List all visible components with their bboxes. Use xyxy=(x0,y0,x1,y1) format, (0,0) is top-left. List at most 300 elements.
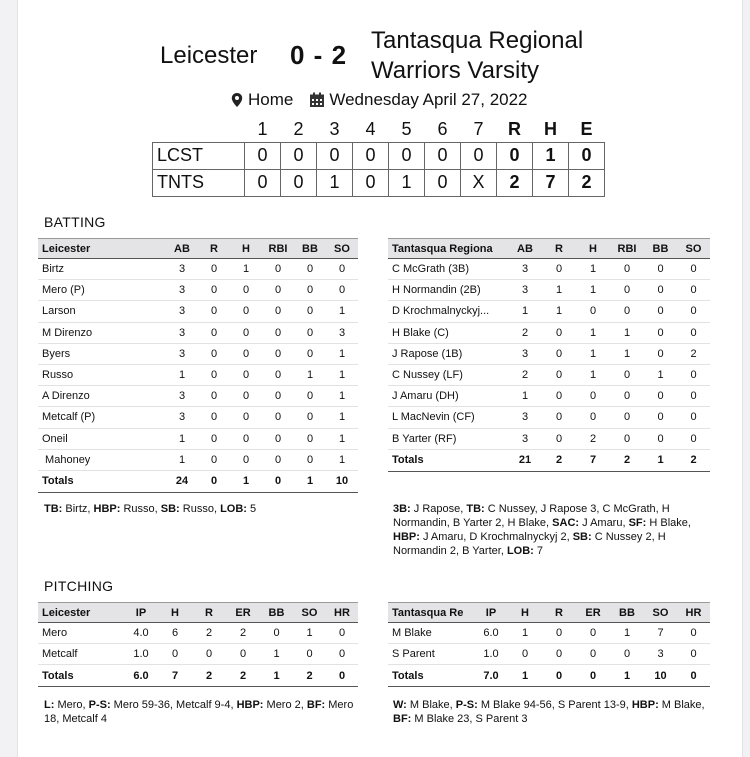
batting-header-row xyxy=(38,239,358,259)
stat-cell: 3 xyxy=(166,280,198,301)
batting-column-header: H xyxy=(230,239,262,259)
totals-cell: 21 xyxy=(508,449,542,471)
totals-cell: 7.0 xyxy=(474,665,508,687)
inning-score: 0 xyxy=(281,169,317,196)
stat-cell: 1 xyxy=(576,259,610,280)
totals-cell: 2 xyxy=(192,665,226,687)
batting-column-header: R xyxy=(542,239,576,259)
stat-cell: 0 xyxy=(294,259,326,280)
stat-cell: 0 xyxy=(542,386,576,407)
stat-cell: 2 xyxy=(508,364,542,385)
stat-cell: 0 xyxy=(576,407,610,428)
batting-row xyxy=(38,449,358,470)
totals-cell: 1 xyxy=(230,470,262,492)
stat-cell: 0 xyxy=(262,449,294,470)
note-key: SB: xyxy=(160,503,180,515)
totals-cell: 2 xyxy=(226,665,260,687)
inning-score: X xyxy=(461,169,497,196)
note-value: Mero 2, xyxy=(263,699,307,711)
player-name: H Blake (C) xyxy=(388,322,508,343)
pitching-row xyxy=(38,644,358,665)
batting-column-header: BB xyxy=(644,239,677,259)
batting-totals-row xyxy=(388,449,710,471)
batting-row xyxy=(38,280,358,301)
batting-row xyxy=(388,428,710,449)
stat-cell: 0 xyxy=(610,301,644,322)
stat-cell: 1 xyxy=(230,259,262,280)
totals-cell: 0 xyxy=(262,470,294,492)
linescore-team: LCST xyxy=(153,142,245,169)
batting-row xyxy=(38,322,358,343)
player-name: A Direnzo xyxy=(38,386,166,407)
inning-score: 0 xyxy=(389,142,425,169)
stat-cell: 0 xyxy=(542,428,576,449)
pitching-team-header: Leicester xyxy=(38,603,124,623)
pitching-column-header: BB xyxy=(260,603,293,623)
inning-header: 6 xyxy=(437,119,448,140)
stat-cell: 1 xyxy=(293,623,326,644)
stat-cell: 0 xyxy=(542,364,576,385)
total-errors: 2 xyxy=(569,169,605,196)
batting-row xyxy=(38,428,358,449)
stat-cell: 0 xyxy=(294,428,326,449)
pitching-column-header: HR xyxy=(326,603,358,623)
stat-cell: 3 xyxy=(326,322,358,343)
stat-cell: 0 xyxy=(542,322,576,343)
batting-column-header: R xyxy=(198,239,230,259)
home-team-name xyxy=(371,26,583,86)
inning-score: 1 xyxy=(317,169,353,196)
player-name: Mero (P) xyxy=(38,280,166,301)
batting-column-header: RBI xyxy=(262,239,294,259)
stat-cell: 2 xyxy=(677,343,710,364)
batting-row xyxy=(388,364,710,385)
inning-score: 1 xyxy=(389,169,425,196)
stat-cell: 3 xyxy=(166,301,198,322)
batting-column-header: SO xyxy=(326,239,358,259)
totals-cell: 2 xyxy=(610,449,644,471)
stat-cell: 1 xyxy=(610,322,644,343)
stat-cell: 0 xyxy=(542,623,576,644)
stat-cell: 0 xyxy=(262,407,294,428)
batting-row xyxy=(388,301,710,322)
stat-cell: 1 xyxy=(610,343,644,364)
batting-row xyxy=(388,280,710,301)
stat-cell: 0 xyxy=(508,644,542,665)
stat-cell: 0 xyxy=(198,280,230,301)
pitching-column-header: IP xyxy=(124,603,158,623)
note-key: BF: xyxy=(306,699,326,711)
runs-header: R xyxy=(508,119,521,140)
totals-cell: 1 xyxy=(260,665,293,687)
stat-cell: 0 xyxy=(576,623,610,644)
inning-score: 0 xyxy=(353,169,389,196)
stat-cell: 3 xyxy=(508,259,542,280)
totals-label: Totals xyxy=(388,449,508,471)
note-value: M Blake, xyxy=(406,699,456,711)
stat-cell: 1 xyxy=(326,428,358,449)
pitching-column-header: H xyxy=(508,603,542,623)
stat-cell: 1 xyxy=(576,280,610,301)
stat-cell: 0 xyxy=(198,322,230,343)
stat-cell: 0 xyxy=(542,644,576,665)
note-key: SF: xyxy=(628,517,647,529)
batting-row xyxy=(38,301,358,322)
stat-cell: 1 xyxy=(576,343,610,364)
calendar-icon xyxy=(309,92,325,108)
stat-cell: 0 xyxy=(230,386,262,407)
stat-cell: 0 xyxy=(677,644,710,665)
note-key: SAC: xyxy=(552,517,580,529)
batting-column-header: AB xyxy=(508,239,542,259)
batting-column-header: SO xyxy=(677,239,710,259)
batting-team-header: Tantasqua Regiona xyxy=(388,239,508,259)
pitching-row xyxy=(38,623,358,644)
note-key: P-S: xyxy=(88,699,111,711)
totals-cell: 24 xyxy=(166,470,198,492)
stat-cell: 2 xyxy=(508,322,542,343)
total-runs: 0 xyxy=(497,142,533,169)
note-key: L: xyxy=(44,699,55,711)
pitching-table-away xyxy=(38,602,358,687)
stat-cell: 0 xyxy=(326,623,358,644)
stat-cell: 3 xyxy=(508,428,542,449)
stat-cell: 1 xyxy=(508,623,542,644)
batting-totals-row xyxy=(38,470,358,492)
note-key: TB: xyxy=(466,503,485,515)
stat-cell: 0 xyxy=(677,364,710,385)
pitching-column-header: H xyxy=(158,603,192,623)
pitching-row xyxy=(388,623,710,644)
stat-cell: 1 xyxy=(166,364,198,385)
player-name: Byers xyxy=(38,343,166,364)
stat-cell: 3 xyxy=(166,407,198,428)
pitching-totals-row xyxy=(388,665,710,687)
stat-cell: 1 xyxy=(326,386,358,407)
stat-cell: 0 xyxy=(644,322,677,343)
stat-cell: 0 xyxy=(542,259,576,280)
inning-score: 0 xyxy=(353,142,389,169)
totals-cell: 0 xyxy=(198,470,230,492)
stat-cell: 0 xyxy=(230,428,262,449)
stat-cell: 0 xyxy=(610,644,644,665)
totals-cell: 10 xyxy=(644,665,677,687)
stat-cell: 0 xyxy=(230,322,262,343)
stat-cell: 0 xyxy=(294,280,326,301)
totals-cell: 7 xyxy=(576,449,610,471)
player-name: Oneil xyxy=(38,428,166,449)
batting-table-home xyxy=(388,238,710,472)
totals-cell: 2 xyxy=(542,449,576,471)
stat-cell: 0 xyxy=(576,644,610,665)
stat-cell: 0 xyxy=(294,322,326,343)
stat-cell: 1.0 xyxy=(474,644,508,665)
player-name: Metcalf xyxy=(38,644,124,665)
pitching-column-header: R xyxy=(542,603,576,623)
total-errors: 0 xyxy=(569,142,605,169)
stat-cell: 0 xyxy=(610,259,644,280)
totals-cell: 1 xyxy=(294,470,326,492)
stat-cell: 0 xyxy=(198,364,230,385)
inning-score: 0 xyxy=(425,169,461,196)
stat-cell: 6.0 xyxy=(474,623,508,644)
stat-cell: 0 xyxy=(677,301,710,322)
stat-cell: 3 xyxy=(644,644,677,665)
stat-cell: 0 xyxy=(644,259,677,280)
player-name: L MacNevin (CF) xyxy=(388,407,508,428)
pitching-column-header: ER xyxy=(576,603,610,623)
note-key: HBP: xyxy=(631,699,659,711)
stat-cell: 1 xyxy=(508,301,542,322)
game-location: Home xyxy=(248,90,294,109)
stat-cell: 1 xyxy=(508,386,542,407)
player-name: S Parent xyxy=(388,644,474,665)
pitching-header-row xyxy=(388,603,710,623)
total-hits: 1 xyxy=(533,142,569,169)
stat-cell: 3 xyxy=(508,343,542,364)
stat-cell: 0 xyxy=(262,343,294,364)
player-name: Birtz xyxy=(38,259,166,280)
stat-cell: 3 xyxy=(166,259,198,280)
note-value: Mero 18, Metcalf 4 xyxy=(44,699,354,725)
pitching-notes-home xyxy=(393,698,713,726)
batting-team-header: Leicester xyxy=(38,239,166,259)
stat-cell: 1 xyxy=(326,449,358,470)
stat-cell: 0 xyxy=(230,449,262,470)
note-value: M Blake, xyxy=(658,699,705,711)
inning-score: 0 xyxy=(317,142,353,169)
pitching-notes-away xyxy=(44,698,354,726)
inning-score: 0 xyxy=(245,169,281,196)
stat-cell: 0 xyxy=(644,428,677,449)
stat-cell: 0 xyxy=(326,259,358,280)
note-value: J Rapose, xyxy=(410,503,467,515)
batting-notes-away xyxy=(44,502,354,516)
stat-cell: 0 xyxy=(610,280,644,301)
note-value: J Amaru, xyxy=(579,517,629,529)
stat-cell: 0 xyxy=(198,428,230,449)
stat-cell: 0 xyxy=(230,407,262,428)
stat-cell: 0 xyxy=(644,407,677,428)
pitching-row xyxy=(388,644,710,665)
player-name: D Krochmalnyckyj... xyxy=(388,301,508,322)
stat-cell: 0 xyxy=(644,386,677,407)
stat-cell: 7 xyxy=(644,623,677,644)
stat-cell: 4.0 xyxy=(124,623,158,644)
stat-cell: 0 xyxy=(198,407,230,428)
note-key: HBP: xyxy=(93,503,121,515)
batting-column-header: RBI xyxy=(610,239,644,259)
note-key: TB: xyxy=(44,503,63,515)
batting-row xyxy=(388,343,710,364)
map-pin-icon xyxy=(230,92,244,108)
player-name: C McGrath (3B) xyxy=(388,259,508,280)
stat-cell: 0 xyxy=(326,280,358,301)
totals-cell: 1 xyxy=(508,665,542,687)
inning-header: 5 xyxy=(401,119,412,140)
stat-cell: 1 xyxy=(610,623,644,644)
note-key: 3B: xyxy=(393,503,411,515)
totals-label: Totals xyxy=(388,665,474,687)
player-name: M Blake xyxy=(388,623,474,644)
batting-row xyxy=(38,386,358,407)
stat-cell: 1 xyxy=(576,322,610,343)
stat-cell: 0 xyxy=(576,386,610,407)
page-frame-left xyxy=(0,0,18,757)
player-name: H Normandin (2B) xyxy=(388,280,508,301)
note-value: C Nussey 2, H Normandin 2, B Yarter, xyxy=(393,531,666,557)
stat-cell: 0 xyxy=(294,386,326,407)
totals-cell: 2 xyxy=(293,665,326,687)
stat-cell: 6 xyxy=(158,623,192,644)
stat-cell: 3 xyxy=(508,407,542,428)
pitching-totals-row xyxy=(38,665,358,687)
stat-cell: 1 xyxy=(326,343,358,364)
pitching-column-header: ER xyxy=(226,603,260,623)
stat-cell: 0 xyxy=(198,259,230,280)
player-name: B Yarter (RF) xyxy=(388,428,508,449)
inning-header: 4 xyxy=(365,119,376,140)
totals-label: Totals xyxy=(38,665,124,687)
inning-header: 3 xyxy=(329,119,340,140)
pitching-column-header: R xyxy=(192,603,226,623)
player-name: Mero xyxy=(38,623,124,644)
game-date: Wednesday April 27, 2022 xyxy=(329,90,528,109)
stat-cell: 0 xyxy=(230,343,262,364)
note-value: M Blake 23, S Parent 3 xyxy=(411,713,528,725)
stat-cell: 0 xyxy=(293,644,326,665)
note-value: 7 xyxy=(533,545,544,557)
stat-cell: 0 xyxy=(677,386,710,407)
stat-cell: 3 xyxy=(166,343,198,364)
batting-section-title: BATTING xyxy=(44,214,106,230)
pitching-column-header: HR xyxy=(677,603,710,623)
errors-header: E xyxy=(580,119,593,140)
player-name: M Direnzo xyxy=(38,322,166,343)
page-frame-right xyxy=(742,0,750,757)
stat-cell: 1 xyxy=(576,364,610,385)
note-key: HBP: xyxy=(393,531,420,543)
stat-cell: 2 xyxy=(226,623,260,644)
batting-table-away xyxy=(38,238,358,493)
pitching-header-row xyxy=(38,603,358,623)
batting-row xyxy=(388,386,710,407)
away-team-name: Leicester xyxy=(160,42,258,69)
batting-row xyxy=(388,407,710,428)
totals-cell: 0 xyxy=(576,665,610,687)
stat-cell: 0 xyxy=(644,343,677,364)
stat-cell: 0 xyxy=(226,644,260,665)
stat-cell: 0 xyxy=(677,428,710,449)
note-key: W: xyxy=(393,699,407,711)
note-key: LOB: xyxy=(506,545,534,557)
batting-column-header: H xyxy=(576,239,610,259)
totals-cell: 0 xyxy=(326,665,358,687)
stat-cell: 1 xyxy=(542,280,576,301)
stat-cell: 0 xyxy=(677,623,710,644)
stat-cell: 1 xyxy=(166,449,198,470)
batting-row xyxy=(38,343,358,364)
inning-header: 1 xyxy=(257,119,268,140)
note-value: Russo, xyxy=(179,503,221,515)
stat-cell: 1 xyxy=(294,364,326,385)
stat-cell: 0 xyxy=(644,280,677,301)
stat-cell: 2 xyxy=(192,623,226,644)
batting-header-row xyxy=(388,239,710,259)
stat-cell: 1 xyxy=(326,407,358,428)
stat-cell: 3 xyxy=(166,322,198,343)
game-meta xyxy=(230,90,528,110)
stat-cell: 0 xyxy=(262,386,294,407)
totals-label: Totals xyxy=(38,470,166,492)
stat-cell: 0 xyxy=(294,407,326,428)
hits-header: H xyxy=(544,119,557,140)
batting-row xyxy=(38,407,358,428)
totals-cell: 0 xyxy=(542,665,576,687)
linescore-row xyxy=(153,142,605,169)
totals-cell: 0 xyxy=(677,665,710,687)
batting-column-header: BB xyxy=(294,239,326,259)
stat-cell: 0 xyxy=(294,301,326,322)
stat-cell: 0 xyxy=(230,280,262,301)
stat-cell: 0 xyxy=(542,407,576,428)
inning-score: 0 xyxy=(425,142,461,169)
inning-header: 2 xyxy=(293,119,304,140)
stat-cell: 1 xyxy=(326,301,358,322)
total-hits: 7 xyxy=(533,169,569,196)
inning-score: 0 xyxy=(245,142,281,169)
stat-cell: 0 xyxy=(260,623,293,644)
player-name: J Amaru (DH) xyxy=(388,386,508,407)
stat-cell: 0 xyxy=(610,407,644,428)
note-key: LOB: xyxy=(220,503,247,515)
note-value: Mero 59-36, Metcalf 9-4, xyxy=(110,699,237,711)
stat-cell: 0 xyxy=(192,644,226,665)
player-name: C Nussey (LF) xyxy=(388,364,508,385)
linescore-team: TNTS xyxy=(153,169,245,196)
home-team-name-line2: Warriors Varsity xyxy=(371,57,539,84)
stat-cell: 0 xyxy=(542,343,576,364)
pitching-section-title: PITCHING xyxy=(44,578,114,594)
stat-cell: 0 xyxy=(262,364,294,385)
batting-row xyxy=(38,364,358,385)
home-team-name-line1: Tantasqua Regional xyxy=(371,27,584,54)
note-key: SB: xyxy=(572,531,592,543)
total-runs: 2 xyxy=(497,169,533,196)
batting-column-header: AB xyxy=(166,239,198,259)
stat-cell: 0 xyxy=(230,364,262,385)
note-value: Mero, xyxy=(54,699,89,711)
stat-cell: 0 xyxy=(198,449,230,470)
linescore-row xyxy=(153,169,605,196)
stat-cell: 0 xyxy=(262,280,294,301)
inning-score: 0 xyxy=(281,142,317,169)
stat-cell: 0 xyxy=(198,301,230,322)
stat-cell: 0 xyxy=(198,343,230,364)
stat-cell: 0 xyxy=(677,407,710,428)
inning-score: 0 xyxy=(461,142,497,169)
stat-cell: 0 xyxy=(677,259,710,280)
stat-cell: 0 xyxy=(198,386,230,407)
stat-cell: 0 xyxy=(262,322,294,343)
stat-cell: 2 xyxy=(576,428,610,449)
note-key: HBP: xyxy=(236,699,264,711)
stat-cell: 1.0 xyxy=(124,644,158,665)
player-name: Metcalf (P) xyxy=(38,407,166,428)
batting-row xyxy=(388,259,710,280)
stat-cell: 0 xyxy=(262,428,294,449)
note-value: M Blake 94-56, S Parent 13-9, xyxy=(477,699,632,711)
